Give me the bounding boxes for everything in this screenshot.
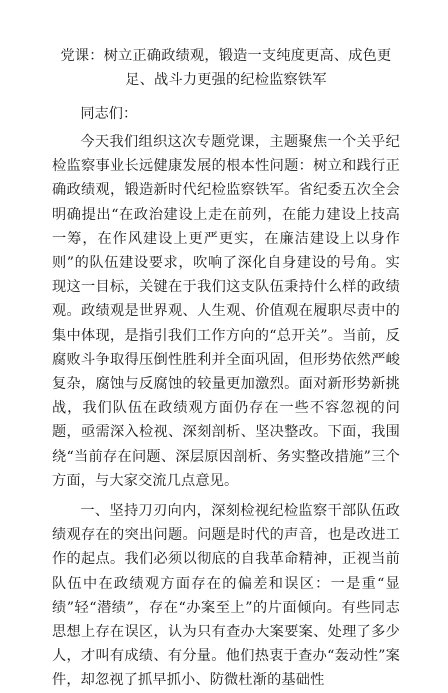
salutation: 同志们： [80,106,138,122]
paragraph-intro: 今天我们组织这次专题党课，主题聚焦一个关乎纪检监察事业长远健康发展的根本性问题：树立和践行正确政绩观，锻造新时代纪检监察铁军。省纪委五次全会明确提出“在政治建设上走在前列，在能力建设上技高一筹，在作风建设上更严更实，在廉洁建设上以身作则”的队伍建设要求，吹响了深化自身建设的号角。实现这一目标，关键在于我们这支队伍秉持什么样的政绩观。政绩观是世界观、人生观、价值观在履职尽责中的集中体现，是指引我们工作方向的“总开关”。当前，反腐败斗争取得压倒性胜利并全面巩固，但形势依然严峻复杂，腐蚀与反腐蚀的较量更加激烈。面对新形势新挑战，我们队伍在政绩观方面仍存在一些不容忽视的问题，亟需深入检视、深刻剖析、坚决整改。下面，我围绕“当前存在问题、深层原因剖析、务实整改措施”三个方面，与大家交流几点意见。 [52,134,400,489]
paragraph-section-one: 一、坚持刀刃向内，深刻检视纪检监察干部队伍政绩观存在的突出问题。问题是时代的声音，也是改进工作的起点。我们必须以彻底的自我革命精神，正视当前队伍中在政绩观方面存在的偏差和误区：一是重“显绩”轻“潜绩”，存在“办案至上”的片面倾向。有些同志思想上存在误区，认为只有查办大案要案、处理了多少人，才叫有成绩、有分量。他们热衷于查办“轰动性”案件，却忽视了抓早抓小、防微杜渐的基础性 [52,503,400,689]
document-title: 党课：树立正确政绩观，锻造一支纯度更高、成色更足、战斗力更强的纪检监察铁军 [60,48,392,88]
